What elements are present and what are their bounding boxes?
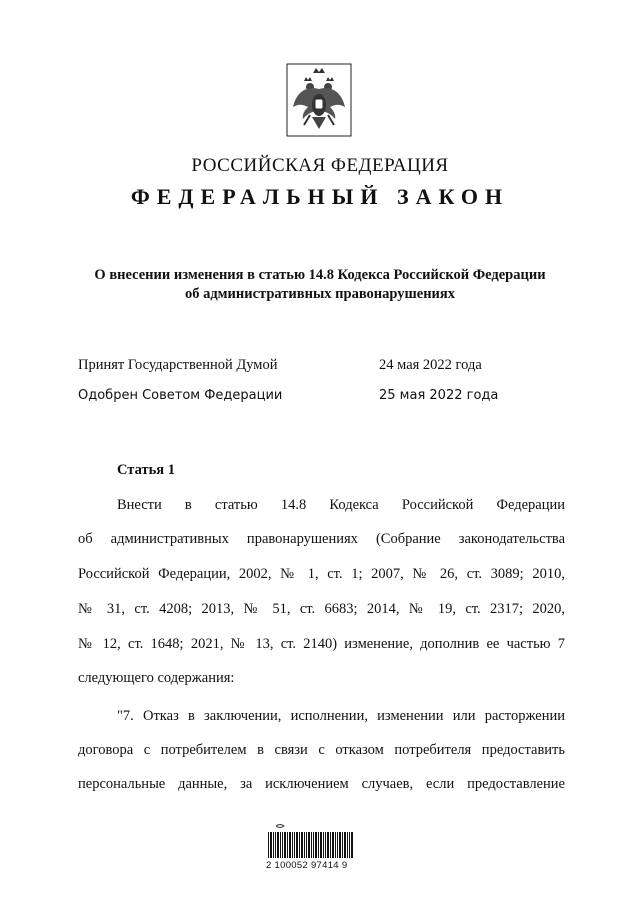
country-name: РОССИЙСКАЯ ФЕДЕРАЦИЯ bbox=[191, 155, 449, 176]
article-text-line: № 12, ст. 1648; 2021, № 13, ст. 2140) изменение, дополнив ее частью 7 bbox=[78, 636, 565, 652]
adoption-date: 25 мая 2022 года bbox=[379, 388, 499, 403]
article-text-line: № 31, ст. 4208; 2013, № 51, ст. 6683; 2014, № 19, ст. 2317; 2020, bbox=[78, 601, 565, 617]
adoption-duma bbox=[78, 357, 578, 374]
article-heading: Статья 1 bbox=[117, 462, 175, 478]
article-text-line: Российской Федерации, 2002, № 1, ст. 1; 2007, № 26, ст. 3089; 2010, bbox=[78, 566, 565, 582]
adoption-council bbox=[78, 388, 578, 403]
article-text-line: следующего содержания: bbox=[78, 670, 235, 686]
article-text-line: об административных правонарушениях (Собрание законодательства bbox=[78, 531, 565, 547]
adoption-date: 24 мая 2022 года bbox=[379, 357, 482, 373]
article-text-line: Внести в статью 14.8 Кодекса Российской Федерации bbox=[117, 497, 565, 513]
article-text-line: договора с потребителем в связи с отказом потребителя предоставить bbox=[78, 742, 565, 758]
article-text-line: персональные данные, за исключением случаев, если предоставление bbox=[78, 776, 565, 792]
document-type: ФЕДЕРАЛЬНЫЙ ЗАКОН bbox=[130, 184, 510, 209]
adoption-label: Одобрен Советом Федерации bbox=[78, 388, 283, 403]
adoption-label: Принят Государственной Думой bbox=[78, 357, 278, 373]
barcode-icon bbox=[266, 822, 356, 884]
law-title bbox=[60, 266, 580, 304]
article-text-line: "7. Отказ в заключении, исполнении, изменении или расторжении bbox=[117, 708, 565, 724]
barcode-number: 2 100052 97414 9 bbox=[266, 860, 348, 871]
coat-of-arms-icon bbox=[286, 63, 352, 137]
law-title-line-1: О внесении изменения в статью 14.8 Кодекса Российской Федерации bbox=[94, 267, 546, 283]
law-title-line-2: об административных правонарушениях bbox=[184, 286, 456, 302]
